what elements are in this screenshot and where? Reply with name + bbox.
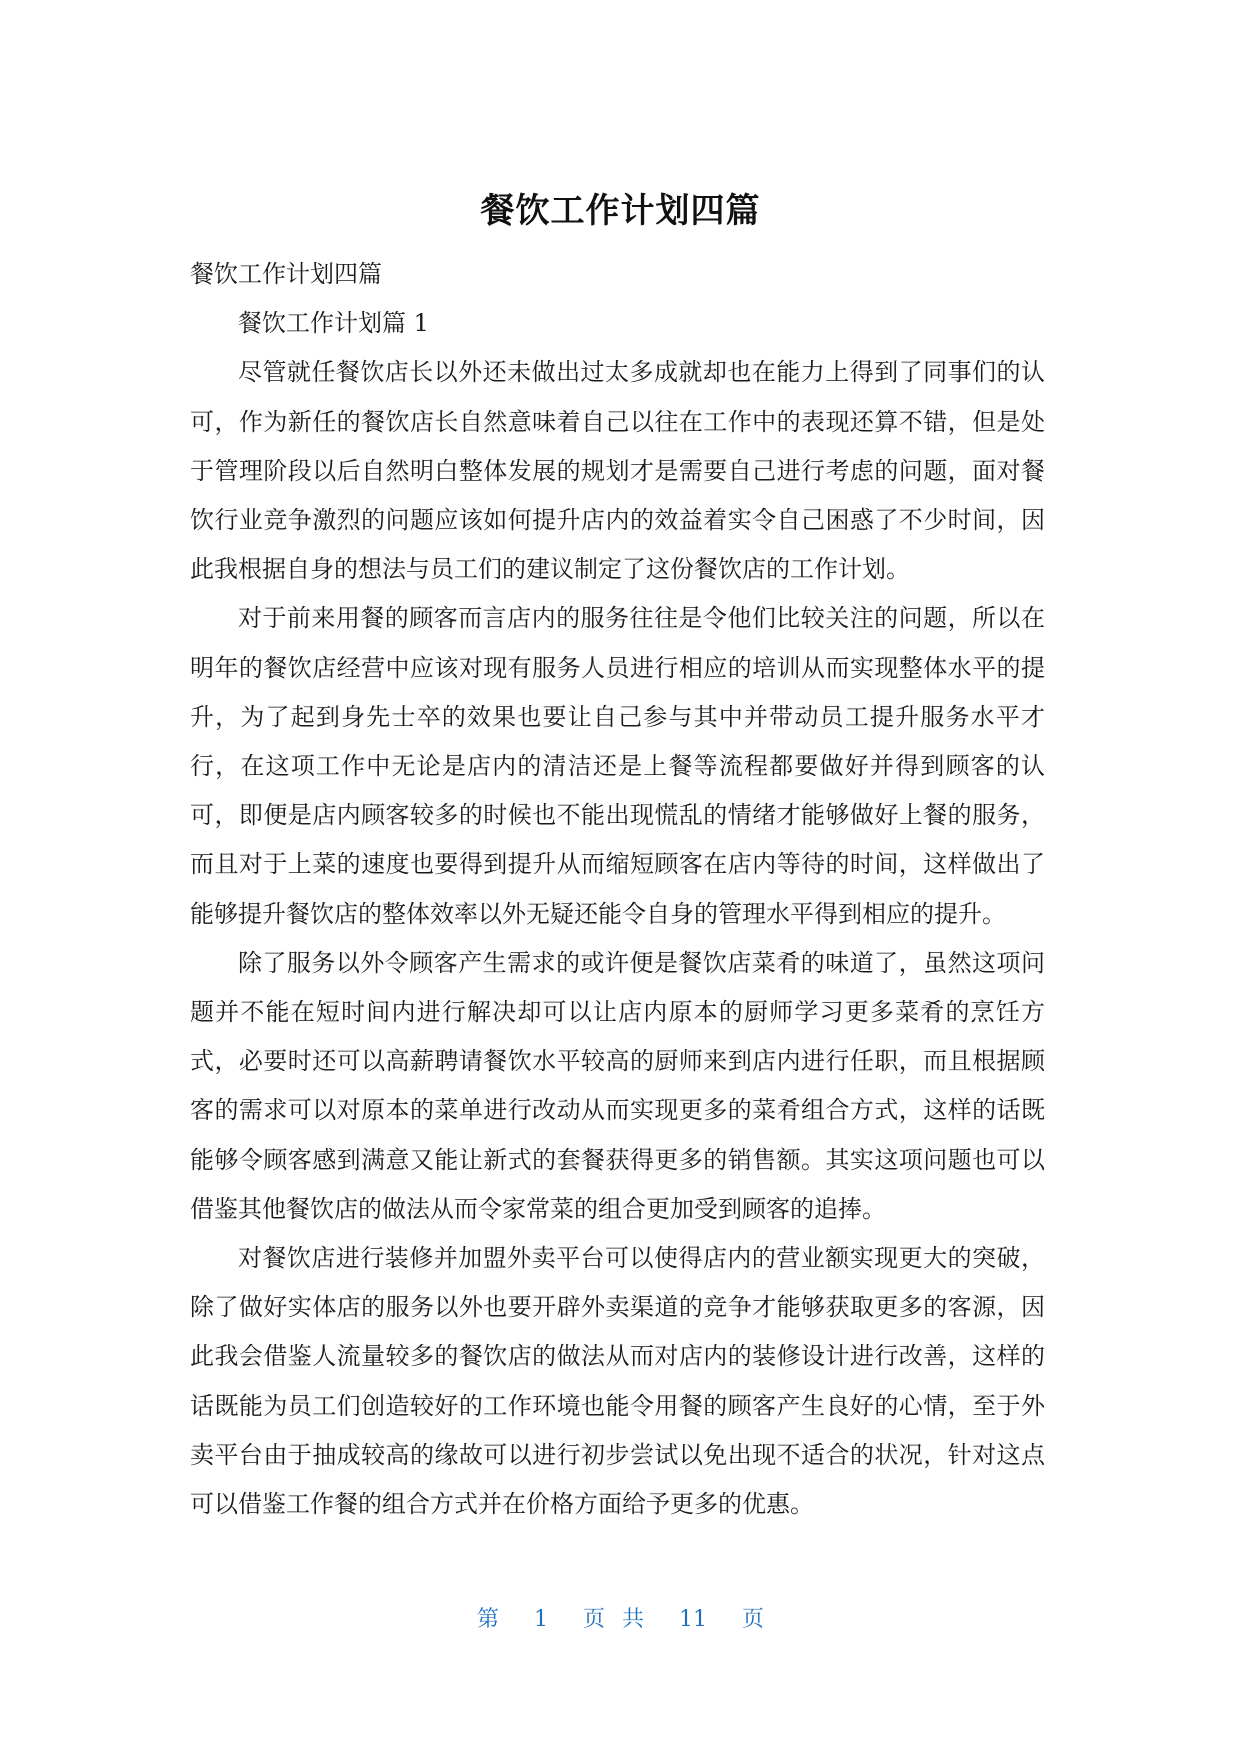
document-body [190, 250, 1045, 1529]
paragraph: 对于前来用餐的顾客而言店内的服务往往是令他们比较关注的问题，所以在明年的餐饮店经营中应该对现有服务人员进行相应的培训从而实现整体水平的提升，为了起到身先士卒的效果也要让自己参与其中并带动员工提升服务水平才行，在这项工作中无论是店内的清洁还是上餐等流程都要做好并得到顾客的认可，即便是店内顾客较多的时候也不能出现慌乱的情绪才能够做好上餐的服务，而且对于上菜的速度也要得到提升从而缩短顾客在店内等待的时间，这样做出了能够提升餐饮店的整体效率以外无疑还能令自身的管理水平得到相应的提升。 [190, 604, 1045, 928]
page-footer [0, 1605, 1241, 1635]
current-page-number: 1 [534, 1607, 548, 1632]
document-subtitle: 餐饮工作计划四篇 [190, 260, 382, 288]
page-label-prefix: 第 [476, 1607, 499, 1632]
page-label-middle: 页 共 [583, 1607, 644, 1632]
paragraph: 尽管就任餐饮店长以外还未做出过太多成就却也在能力上得到了同事们的认可，作为新任的餐饮店长自然意味着自己以往在工作中的表现还算不错，但是处于管理阶段以后自然明白整体发展的规划才是需要自己进行考虑的问题，面对餐饮行业竞争激烈的问题应该如何提升店内的效益着实令自己困惑了不少时间，因此我根据自身的想法与员工们的建议制定了这份餐饮店的工作计划。 [190, 358, 1045, 584]
total-page-count: 11 [679, 1607, 707, 1632]
paragraph: 除了服务以外令顾客产生需求的或许便是餐饮店菜肴的味道了，虽然这项问题并不能在短时间内进行解决却可以让店内原本的厨师学习更多菜肴的烹饪方式，必要时还可以高薪聘请餐饮水平较高的厨师来到店内进行任职，而且根据顾客的需求可以对原本的菜单进行改动从而实现更多的菜肴组合方式，这样的话既能够令顾客感到满意又能让新式的套餐获得更多的销售额。其实这项问题也可以借鉴其他餐饮店的做法从而令家常菜的组合更加受到顾客的追捧。 [190, 948, 1045, 1223]
document-title: 餐饮工作计划四篇 [480, 191, 761, 231]
paragraph: 对餐饮店进行装修并加盟外卖平台可以使得店内的营业额实现更大的突破，除了做好实体店的服务以外也要开辟外卖渠道的竞争才能够获取更多的客源，因此我会借鉴人流量较多的餐饮店的做法从而对店内的装修设计进行改善，这样的话既能为员工们创造较好的工作环境也能令用餐的顾客产生良好的心情，至于外卖平台由于抽成较高的缘故可以进行初步尝试以免出现不适合的状况，针对这点可以借鉴工作餐的组合方式并在价格方面给予更多的优惠。 [190, 1244, 1045, 1519]
section-heading: 餐饮工作计划篇 1 [238, 309, 429, 338]
page-label-suffix: 页 [742, 1607, 765, 1632]
